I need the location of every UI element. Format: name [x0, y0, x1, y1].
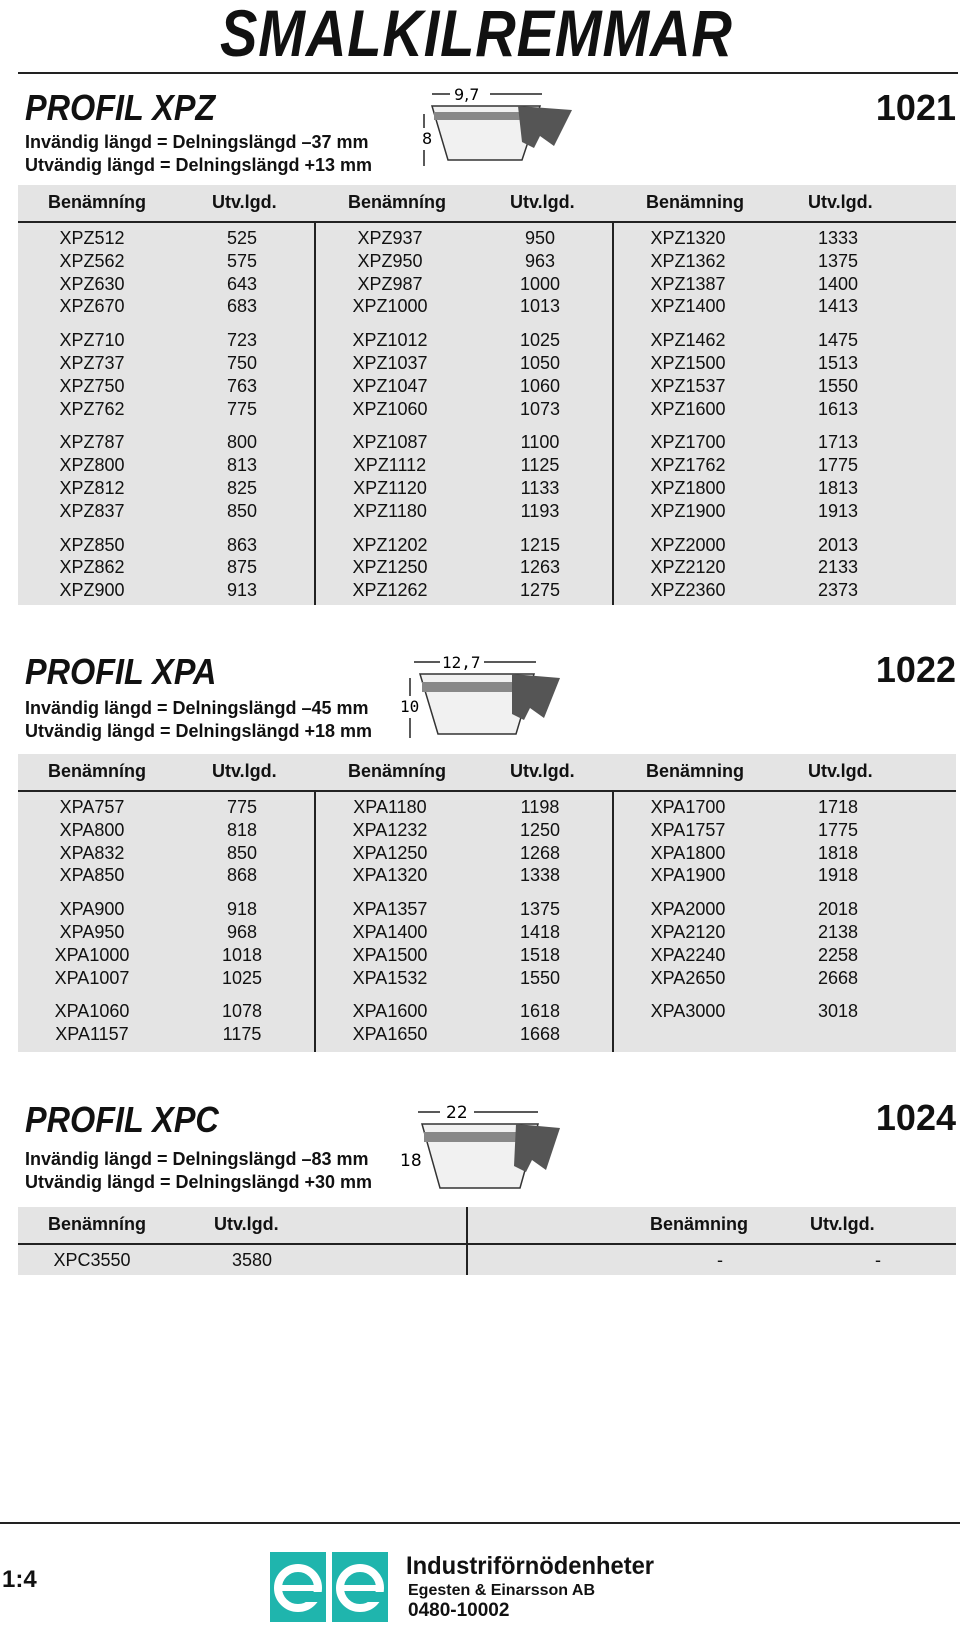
- belt-designation: XPZ1202: [352, 534, 428, 555]
- header-name-3: Benämning: [646, 761, 745, 781]
- belt-designation: XPA1532: [352, 967, 428, 988]
- desc-inner-xpc: Invändig längd = Delningslängd –83 mm: [25, 1149, 369, 1169]
- dim-height-xpa: 10: [400, 697, 420, 716]
- section-number-xpa: 1022: [875, 649, 956, 690]
- belt-designation: XPZ850: [59, 534, 125, 555]
- belt-designation: XPA1250: [352, 842, 428, 863]
- belt-designation: XPZ2000: [650, 534, 726, 555]
- belt-designation: XPA1400: [352, 922, 428, 942]
- belt-designation: XPZ1180: [353, 500, 427, 521]
- belt-outer-length: 643: [226, 273, 258, 294]
- belt-outer-length: 1375: [817, 250, 859, 271]
- belt-outer-length: 775: [226, 398, 258, 419]
- belt-outer-length: 1025: [221, 967, 263, 988]
- header-length-3: Utv.lgd.: [808, 192, 873, 212]
- belt-designation: XPZ2120: [650, 557, 726, 578]
- belt-designation: XPA2240: [650, 944, 726, 965]
- xpc-cell-length: 3580: [231, 1250, 273, 1270]
- belt-outer-length: 2013: [817, 534, 859, 555]
- belt-outer-length: 863: [226, 534, 258, 555]
- belt-outer-length: 575: [226, 250, 258, 271]
- belt-outer-length: 2258: [817, 944, 859, 965]
- belt-designation: XPZ1320: [650, 228, 726, 248]
- belt-outer-length: 525: [226, 228, 258, 248]
- belt-outer-length: 1518: [519, 944, 561, 965]
- belt-outer-length: 1073: [519, 398, 561, 419]
- table-body-xpc: [18, 1245, 956, 1275]
- belt-designation: XPZ670: [59, 296, 125, 317]
- belt-outer-length: 1550: [519, 967, 561, 988]
- belt-outer-length: 2138: [817, 922, 859, 942]
- column-divider: [314, 792, 316, 1052]
- belt-outer-length: 1018: [221, 944, 263, 965]
- company-logo: [270, 1552, 390, 1622]
- column-divider: [466, 1245, 468, 1275]
- belt-outer-length: 818: [226, 819, 258, 840]
- belt-outer-length: 1250: [519, 819, 561, 840]
- belt-designation: XPZ1250: [352, 557, 428, 578]
- belt-designation: XPZ1537: [650, 375, 726, 396]
- belt-designation: XPA1650: [352, 1024, 428, 1045]
- belt-designation: XPZ1362: [650, 250, 726, 271]
- belt-outer-length: 1338: [519, 865, 561, 886]
- section-title-xpz: PROFIL XPZ: [25, 87, 216, 128]
- belt-outer-length: 1775: [817, 819, 859, 840]
- belt-designation: XPZ1400: [650, 296, 726, 317]
- xpc-cell-name: XPC3550: [53, 1250, 131, 1270]
- belt-outer-length: 968: [226, 922, 258, 942]
- desc-inner-xpa: Invändig längd = Delningslängd –45 mm: [25, 698, 369, 718]
- belt-outer-length: 1613: [817, 398, 859, 419]
- dim-height-xpz: 8: [422, 129, 433, 148]
- belt-outer-length: 875: [226, 557, 258, 578]
- belt-outer-length: 1125: [520, 455, 560, 476]
- belt-designation: XPZ787: [59, 432, 125, 453]
- belt-outer-length: 1618: [519, 1001, 561, 1022]
- table-body-xpz: [18, 223, 956, 605]
- belt-outer-length: 868: [226, 865, 258, 886]
- belt-designation: XPA2000: [650, 899, 726, 920]
- header-length-1: Utv.lgd.: [212, 761, 277, 781]
- belt-designation: XPZ1700: [650, 432, 726, 453]
- belt-outer-length: 950: [524, 228, 556, 248]
- belt-designation: XPZ630: [59, 273, 125, 294]
- belt-designation: XPA1757: [650, 819, 726, 840]
- section-title-xpa: PROFIL XPA: [25, 651, 217, 692]
- table-header-xpc: [18, 1207, 956, 1243]
- belt-designation: XPZ837: [59, 500, 125, 521]
- belt-outer-length: 1775: [817, 455, 859, 476]
- belt-outer-length: 2018: [817, 899, 859, 920]
- header-name-3: Benämning: [646, 192, 745, 212]
- belt-outer-length: 918: [226, 899, 258, 920]
- belt-designation: XPZ1000: [352, 296, 428, 317]
- belt-designation: XPZ2360: [650, 580, 726, 601]
- belt-outer-length: 813: [226, 455, 258, 476]
- belt-outer-length: 1275: [519, 580, 561, 601]
- belt-outer-length: 1475: [817, 330, 859, 351]
- belt-designation: XPZ1037: [352, 353, 428, 373]
- belt-outer-length: 1263: [519, 557, 561, 578]
- belt-outer-length: 1513: [817, 353, 859, 373]
- belt-outer-length: 1913: [817, 500, 859, 521]
- belt-profile-xpa: [400, 650, 560, 742]
- belt-designation: XPA1320: [352, 865, 428, 886]
- belt-designation: XPA900: [59, 899, 125, 920]
- belt-outer-length: 1668: [519, 1024, 561, 1045]
- belt-designation: XPA1180: [353, 797, 427, 817]
- table-header-xpz: [18, 185, 956, 221]
- dim-height-xpc: 18: [400, 1151, 422, 1171]
- belt-designation: XPZ1762: [650, 455, 726, 476]
- belt-outer-length: 2373: [817, 580, 859, 601]
- belt-profile-xpz: [422, 84, 572, 174]
- belt-designation: XPZ862: [59, 557, 125, 578]
- belt-outer-length: 763: [226, 375, 258, 396]
- belt-designation: XPZ1387: [650, 273, 726, 294]
- belt-designation: XPA2120: [650, 922, 726, 942]
- belt-outer-length: 775: [226, 797, 258, 817]
- dim-width-xpc: 22: [446, 1103, 468, 1123]
- belt-outer-length: 1000: [519, 273, 561, 294]
- belt-designation: XPA1500: [352, 944, 428, 965]
- header-length-1: Utv.lgd.: [212, 192, 277, 212]
- belt-designation: XPZ1060: [352, 398, 428, 419]
- column-divider: [466, 1207, 468, 1243]
- belt-designation: XPA1157: [55, 1024, 129, 1045]
- desc-outer-xpz: Utvändig längd = Delningslängd +13 mm: [25, 155, 373, 175]
- belt-outer-length: 1400: [817, 273, 859, 294]
- belt-designation: XPZ900: [59, 580, 125, 601]
- table-header-xpa: [18, 754, 956, 790]
- belt-designation: XPA1800: [650, 842, 726, 863]
- belt-profile-xpc: [400, 1098, 560, 1194]
- desc-outer-xpc: Utvändig längd = Delningslängd +30 mm: [25, 1172, 373, 1192]
- belt-designation: XPA1007: [54, 967, 130, 988]
- belt-outer-length: 1193: [520, 500, 560, 521]
- belt-designation: XPA1900: [650, 865, 726, 886]
- belt-designation: XPZ1112: [353, 455, 427, 476]
- belt-outer-length: 913: [226, 580, 258, 601]
- belt-designation: XPA950: [59, 922, 125, 942]
- belt-outer-length: 1918: [817, 865, 859, 886]
- belt-outer-length: 1198: [520, 797, 560, 817]
- belt-outer-length: 1375: [519, 899, 561, 920]
- table-body-xpa: [18, 792, 956, 1052]
- header-name-2: Benämning: [650, 1214, 749, 1234]
- column-divider: [612, 792, 614, 1052]
- belt-outer-length: 3018: [817, 1001, 859, 1022]
- belt-designation: XPZ1462: [650, 330, 726, 351]
- belt-outer-length: 2668: [817, 967, 859, 988]
- belt-designation: XPA850: [59, 865, 125, 886]
- belt-designation: XPZ937: [357, 228, 423, 248]
- header-length-1: Utv.lgd.: [214, 1214, 279, 1234]
- title-rule: [18, 72, 958, 74]
- desc-outer-xpa: Utvändig längd = Delningslängd +18 mm: [25, 721, 373, 741]
- xpc-cell-name-2: -: [717, 1250, 723, 1270]
- header-name-1: Benämníng: [48, 192, 147, 212]
- belt-designation: XPA800: [59, 819, 125, 840]
- belt-outer-length: 850: [226, 500, 258, 521]
- belt-designation: XPZ1087: [352, 432, 428, 453]
- belt-outer-length: 1025: [519, 330, 561, 351]
- belt-outer-length: 1100: [520, 432, 560, 453]
- dim-width-xpz: 9,7: [454, 85, 480, 104]
- belt-outer-length: 1418: [519, 922, 561, 942]
- belt-outer-length: 1078: [221, 1001, 263, 1022]
- belt-designation: XPZ812: [59, 478, 125, 498]
- dim-width-xpa: 12,7: [442, 653, 481, 672]
- company-name: Industriförnödenheter: [406, 1552, 655, 1580]
- belt-designation: XPZ950: [357, 250, 423, 271]
- belt-outer-length: 1013: [519, 296, 561, 317]
- header-length-2: Utv.lgd.: [510, 192, 575, 212]
- belt-designation: XPA1700: [650, 797, 726, 817]
- belt-outer-length: 1718: [817, 797, 859, 817]
- belt-designation: XPA3000: [650, 1001, 726, 1022]
- xpc-cell-length-2: -: [875, 1250, 881, 1270]
- header-name-2: Benämníng: [348, 192, 447, 212]
- belt-outer-length: 1175: [222, 1024, 262, 1045]
- belt-designation: XPZ1800: [650, 478, 726, 498]
- company-phone: 0480-10002: [408, 1600, 510, 1621]
- footer-rule: [0, 1522, 960, 1524]
- belt-designation: XPA1357: [352, 899, 428, 920]
- belt-outer-length: 1268: [519, 842, 561, 863]
- desc-inner-xpz: Invändig längd = Delningslängd –37 mm: [25, 132, 369, 152]
- belt-designation: XPA1060: [54, 1001, 130, 1022]
- belt-designation: XPZ1262: [352, 580, 428, 601]
- page-number: 1:4: [2, 1566, 37, 1593]
- belt-outer-length: 723: [226, 330, 258, 351]
- belt-designation: XPA1600: [352, 1001, 428, 1022]
- column-divider: [314, 223, 316, 605]
- header-name-2: Benämníng: [348, 761, 447, 781]
- belt-designation: XPZ800: [59, 455, 125, 476]
- belt-designation: XPZ987: [357, 273, 423, 294]
- belt-designation: XPZ1120: [353, 478, 427, 498]
- belt-designation: XPZ1500: [650, 353, 726, 373]
- belt-designation: XPZ1900: [650, 500, 726, 521]
- section-title-xpc: PROFIL XPC: [25, 1099, 219, 1140]
- belt-designation: XPA832: [59, 842, 125, 863]
- belt-designation: XPZ1600: [650, 398, 726, 419]
- page-title: SMALKILREMMAR: [220, 0, 733, 70]
- header-name-1: Benämníng: [48, 1214, 147, 1234]
- header-name-1: Benämníng: [48, 761, 147, 781]
- belt-designation: XPA1000: [54, 944, 130, 965]
- belt-outer-length: 1818: [817, 842, 859, 863]
- belt-designation: XPZ710: [59, 330, 125, 351]
- belt-outer-length: 1550: [817, 375, 859, 396]
- section-number-xpc: 1024: [875, 1097, 956, 1138]
- belt-designation: XPZ762: [59, 398, 125, 419]
- belt-outer-length: 825: [226, 478, 258, 498]
- belt-outer-length: 800: [226, 432, 258, 453]
- section-number-xpz: 1021: [875, 87, 956, 128]
- company-subtitle: Egesten & Einarsson AB: [408, 1582, 596, 1599]
- belt-outer-length: 1713: [817, 432, 859, 453]
- belt-outer-length: 683: [226, 296, 258, 317]
- belt-designation: XPZ512: [59, 228, 125, 248]
- header-length-2: Utv.lgd.: [510, 761, 575, 781]
- belt-designation: XPA1232: [352, 819, 428, 840]
- belt-outer-length: 850: [226, 842, 258, 863]
- belt-designation: XPZ1047: [352, 375, 428, 396]
- belt-designation: XPZ737: [59, 353, 125, 373]
- belt-designation: XPZ750: [59, 375, 125, 396]
- belt-outer-length: 1215: [519, 534, 561, 555]
- column-divider: [612, 223, 614, 605]
- belt-outer-length: 963: [524, 250, 556, 271]
- belt-outer-length: 1050: [519, 353, 561, 373]
- belt-outer-length: 1333: [817, 228, 859, 248]
- belt-outer-length: 1813: [817, 478, 859, 498]
- header-length-2: Utv.lgd.: [810, 1214, 875, 1234]
- belt-designation: XPA757: [59, 797, 125, 817]
- belt-outer-length: 2133: [817, 557, 859, 578]
- header-length-3: Utv.lgd.: [808, 761, 873, 781]
- belt-designation: XPA2650: [650, 967, 726, 988]
- belt-outer-length: 1060: [519, 375, 561, 396]
- belt-designation: XPZ1012: [352, 330, 428, 351]
- belt-outer-length: 1133: [520, 478, 560, 498]
- belt-outer-length: 1413: [817, 296, 859, 317]
- belt-designation: XPZ562: [59, 250, 125, 271]
- belt-outer-length: 750: [226, 353, 258, 373]
